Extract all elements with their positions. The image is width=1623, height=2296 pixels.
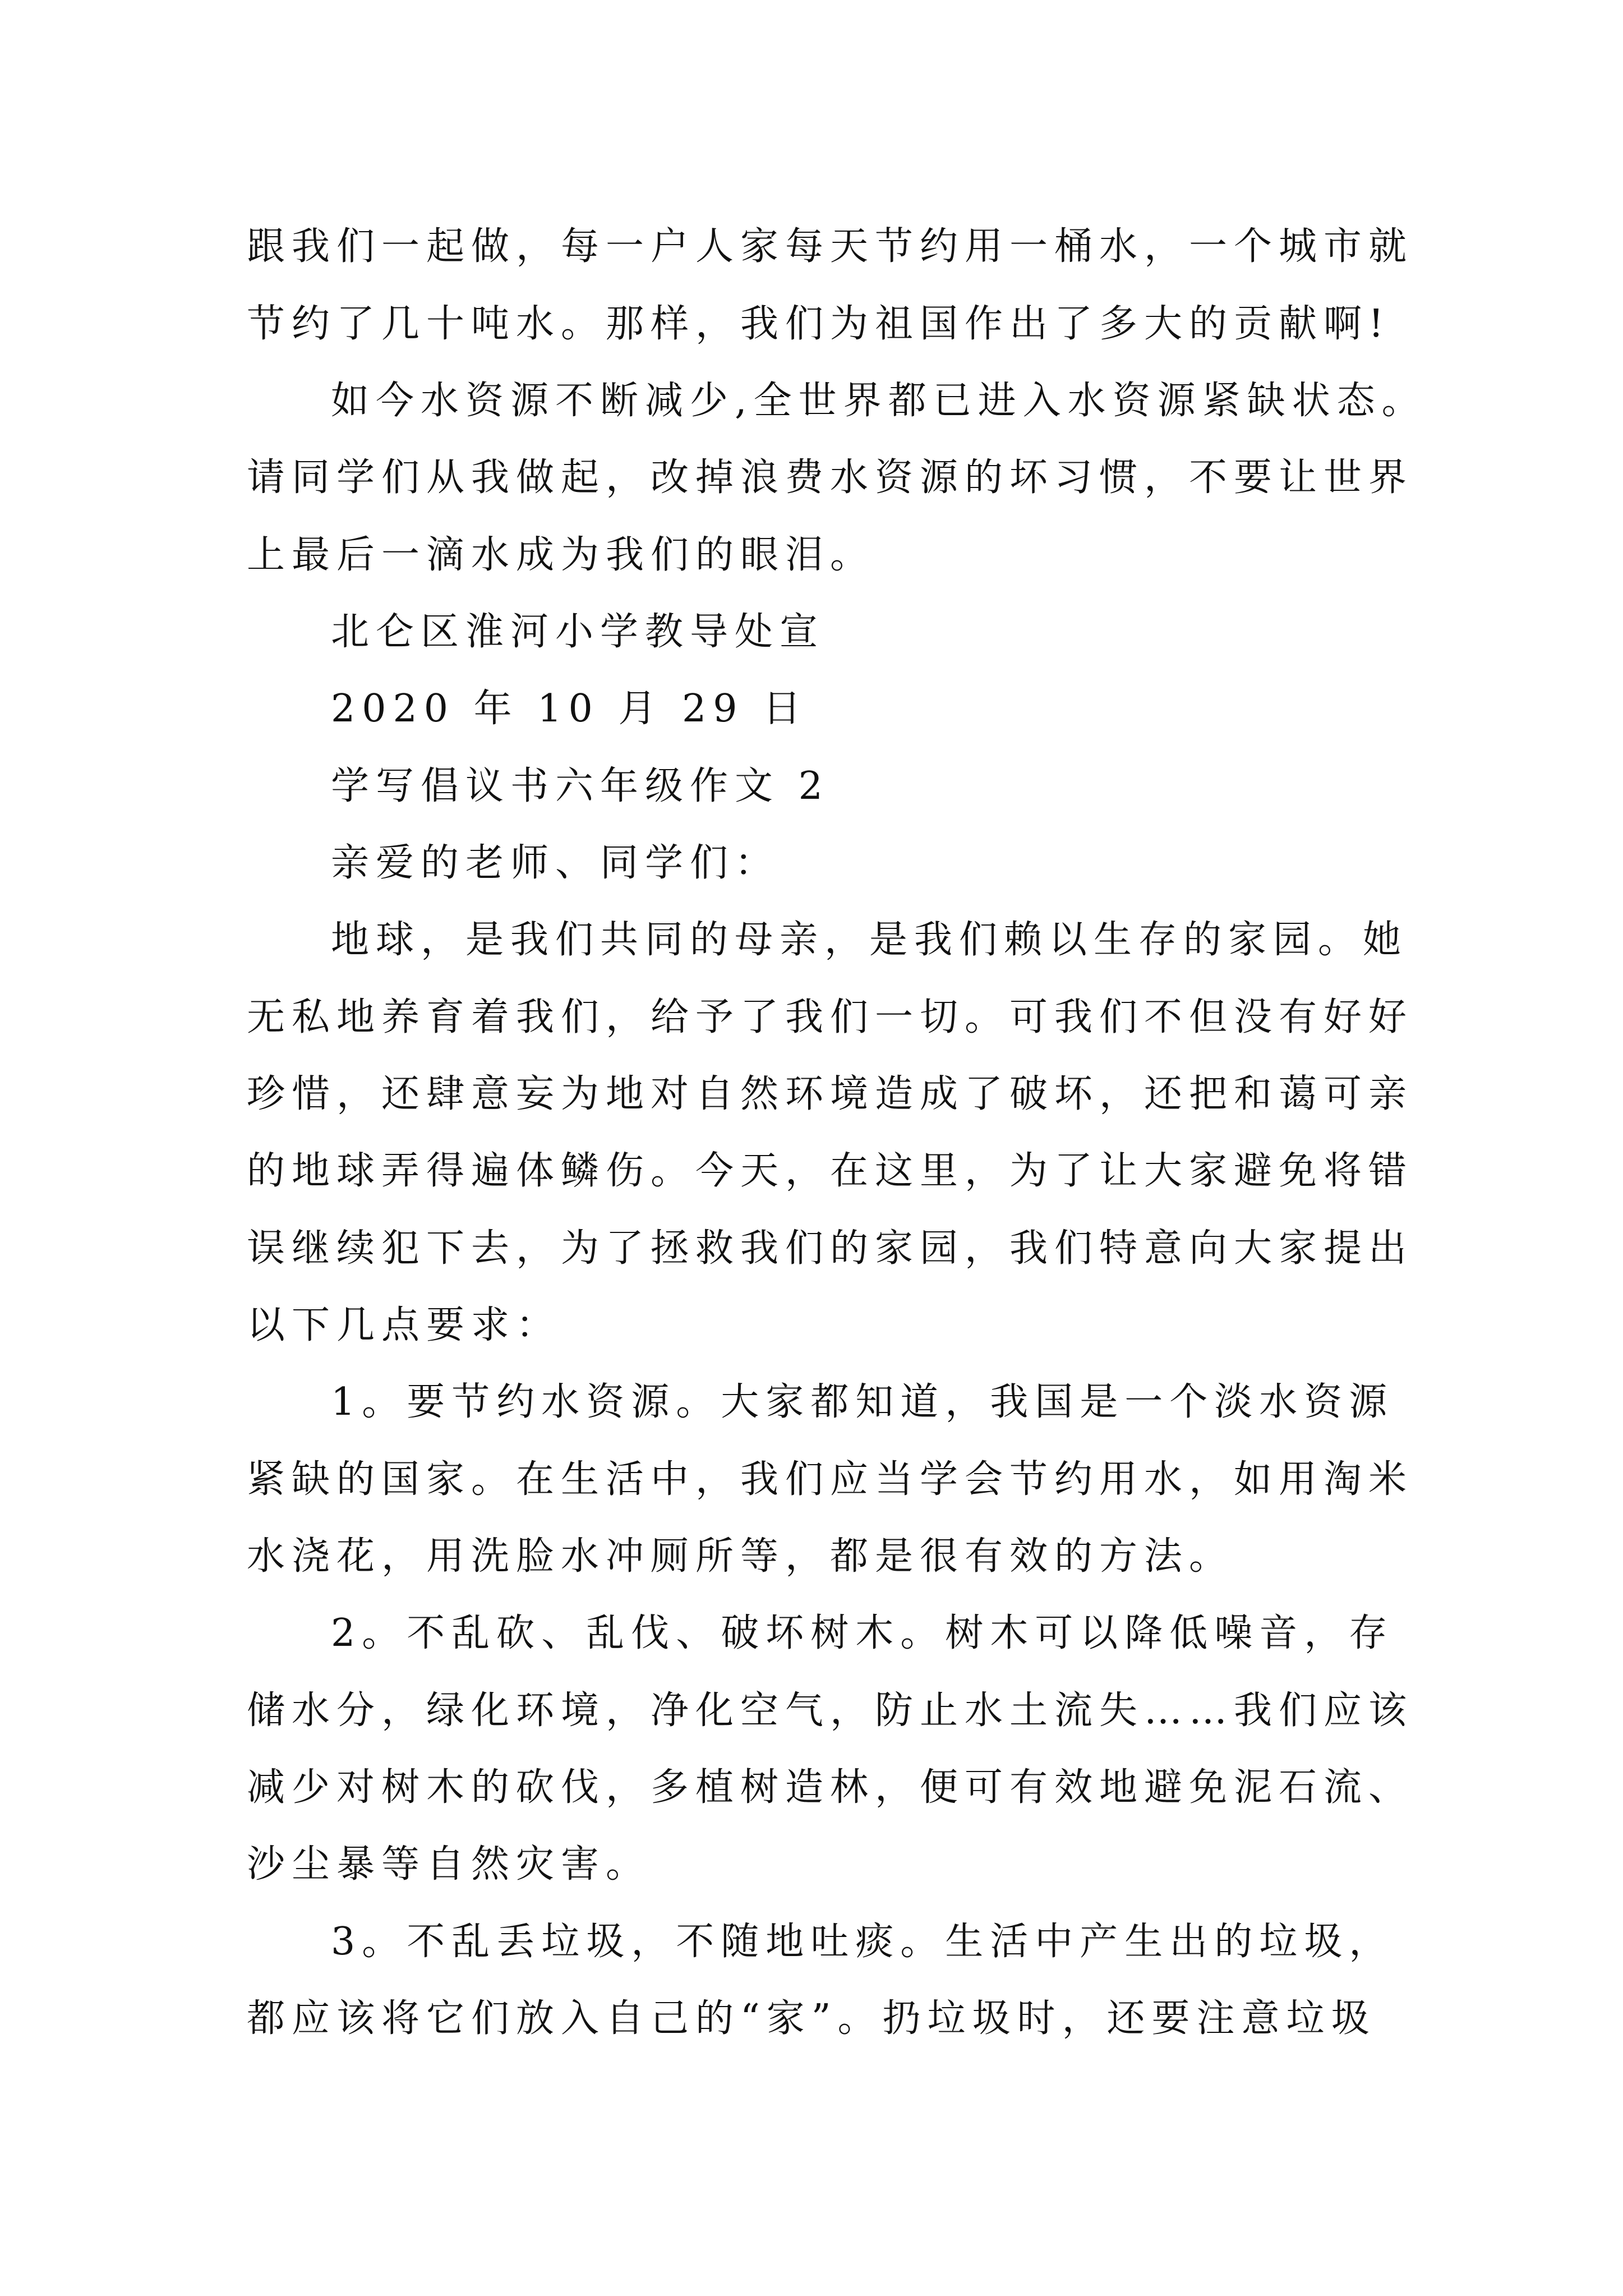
list-item-text: 都应该将它们放入自己的“家”。扔垃圾时，还要注意垃圾 bbox=[247, 1996, 1376, 2041]
signature-line: 北仑区淮河小学教导处宣 bbox=[331, 610, 825, 654]
text-line: 请同学们从我做起，改掉浪费水资源的坏习惯，不要让世界 bbox=[247, 455, 1414, 500]
text-line: 误继续犯下去，为了拯救我们的家园，我们特意向大家提出 bbox=[247, 1226, 1414, 1271]
list-item-text: 减少对树木的砍伐，多植树造林，便可有效地避免泥石流、 bbox=[247, 1765, 1414, 1810]
text-line: 地球，是我们共同的母亲，是我们赖以生存的家园。她 bbox=[331, 918, 1408, 962]
text-line: 以下几点要求： bbox=[247, 1303, 561, 1347]
section-title: 学写倡议书六年级作文 2 bbox=[331, 764, 829, 808]
text-line: 跟我们一起做，每一户人家每天节约用一桶水，一个城市就 bbox=[247, 224, 1414, 269]
list-item-text: 水浇花，用洗脸水冲厕所等，都是很有效的方法。 bbox=[247, 1534, 1234, 1579]
text-line: 上最后一滴水成为我们的眼泪。 bbox=[247, 533, 875, 577]
list-item-text: 2。不乱砍、乱伐、破坏树木。树木可以降低噪音，存 bbox=[331, 1611, 1394, 1655]
list-item-text: 沙尘暴等自然灾害。 bbox=[247, 1842, 651, 1887]
text-line: 节约了几十吨水。那样，我们为祖国作出了多大的贡献啊! bbox=[247, 302, 1391, 346]
date-line: 2020 年 10 月 29 日 bbox=[331, 687, 808, 731]
list-item-text: 储水分，绿化环境，净化空气，防止水土流失……我们应该 bbox=[247, 1688, 1414, 1733]
salutation: 亲爱的老师、同学们： bbox=[331, 841, 780, 885]
text-line: 如今水资源不断减少,全世界都已进入水资源紧缺状态。 bbox=[331, 379, 1427, 423]
list-item-text: 3。不乱丢垃圾，不随地吐痰。生活中产生出的垃圾， bbox=[331, 1920, 1394, 1964]
list-item-text: 1。要节约水资源。大家都知道，我国是一个淡水资源 bbox=[331, 1380, 1394, 1424]
list-item-text: 紧缺的国家。在生活中，我们应当学会节约用水，如用淘米 bbox=[247, 1457, 1414, 1502]
text-line: 无私地养育着我们，给予了我们一切。可我们不但没有好好 bbox=[247, 995, 1414, 1039]
text-line: 的地球弄得遍体鳞伤。今天，在这里，为了让大家避免将错 bbox=[247, 1149, 1414, 1193]
text-line: 珍惜，还肆意妄为地对自然环境造成了破坏，还把和蔼可亲 bbox=[247, 1072, 1414, 1116]
